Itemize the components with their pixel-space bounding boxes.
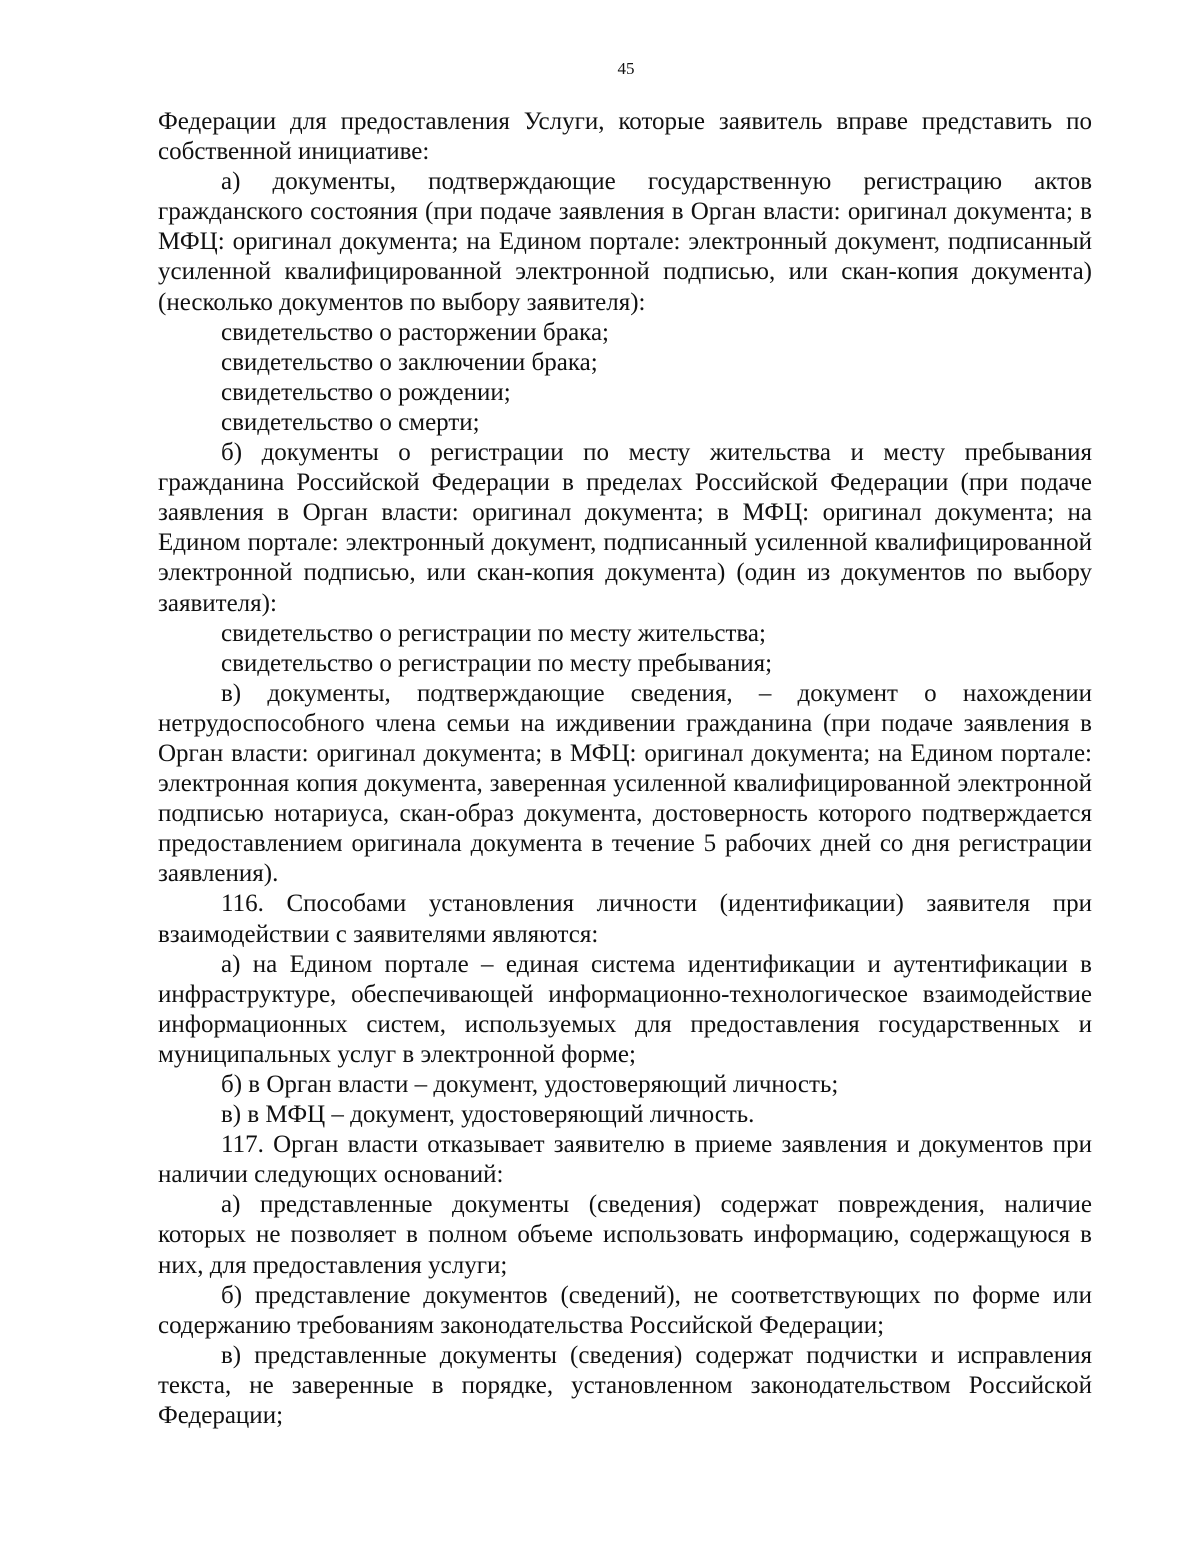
paragraph: в) в МФЦ – документ, удостоверяющий личность. bbox=[221, 1101, 755, 1129]
paragraph: 117. Орган власти отказывает заявителю в приеме заявления и документов при наличии следующих оснований: bbox=[158, 1131, 1092, 1189]
paragraph: в) документы, подтверждающие сведения, – документ о нахождении нетрудоспособного члена семьи на иждивении гражданина (при подаче заявления в Орган власти: оригинал документа; в МФЦ: оригинал документа; на Едином портале: электронная копия документа, заверенная усиленной квалифицированной электронной подписью нотариуса, скан-образ документа, достоверность которого подтверждается предоставлением оригинала документа в течение 5 рабочих дней со дня регистрации заявления). bbox=[158, 679, 1092, 888]
paragraph: 116. Способами установления личности (идентификации) заявителя при взаимодействии с заявителями являются: bbox=[158, 890, 1092, 948]
list-item: свидетельство о заключении брака; bbox=[221, 348, 598, 376]
paragraph: а) на Едином портале – единая система идентификации и аутентификации в инфраструктуре, обеспечивающей информационно-технологическое взаимодействие информационных систем, используемых для предоставления государственных и муниципальных услуг в электронной форме; bbox=[158, 950, 1092, 1068]
list-item: свидетельство о регистрации по месту пребывания; bbox=[221, 649, 773, 677]
list-item: свидетельство о расторжении брака; bbox=[221, 318, 609, 346]
paragraph: в) представленные документы (сведения) содержат подчистки и исправления текста, не заверенные в порядке, установленном законодательством Российской Федерации; bbox=[158, 1341, 1092, 1430]
paragraph: а) представленные документы (сведения) содержат повреждения, наличие которых не позволяет в полном объеме использовать информацию, содержащуюся в них, для предоставления услуги; bbox=[158, 1191, 1092, 1279]
paragraph: б) представление документов (сведений), не соответствующих по форме или содержанию требованиям законодательства Российской Федерации; bbox=[158, 1281, 1092, 1339]
list-item: свидетельство о рождении; bbox=[221, 378, 511, 406]
list-item: свидетельство о смерти; bbox=[221, 408, 480, 436]
paragraph: б) в Орган власти – документ, удостоверяющий личность; bbox=[221, 1071, 839, 1098]
paragraph: а) документы, подтверждающие государственную регистрацию актов гражданского состояния (при подаче заявления в Орган власти: оригинал документа; в МФЦ: оригинал документа; на Едином портале: электронный документ, подписанный усиленной квалифицированной электронной подписью, или скан-копия документа) (несколько документов по выбору заявителя): bbox=[158, 168, 1092, 316]
list-item: свидетельство о регистрации по месту жительства; bbox=[221, 619, 766, 647]
paragraph: б) документы о регистрации по месту жительства и месту пребывания гражданина Российской Федерации в пределах Российской Федерации (при подаче заявления в Орган власти: оригинал документа; в МФЦ: оригинал документа; на Едином портале: электронный документ, подписанный усиленной квалифицированной электронной подписью, или скан-копия документа) (один из документов по выбору заявителя): bbox=[158, 439, 1092, 617]
document-body bbox=[158, 107, 1092, 1431]
paragraph: Федерации для предоставления Услуги, которые заявитель вправе представить по собственной инициативе: bbox=[158, 108, 1092, 166]
page-number: 45 bbox=[617, 59, 635, 78]
